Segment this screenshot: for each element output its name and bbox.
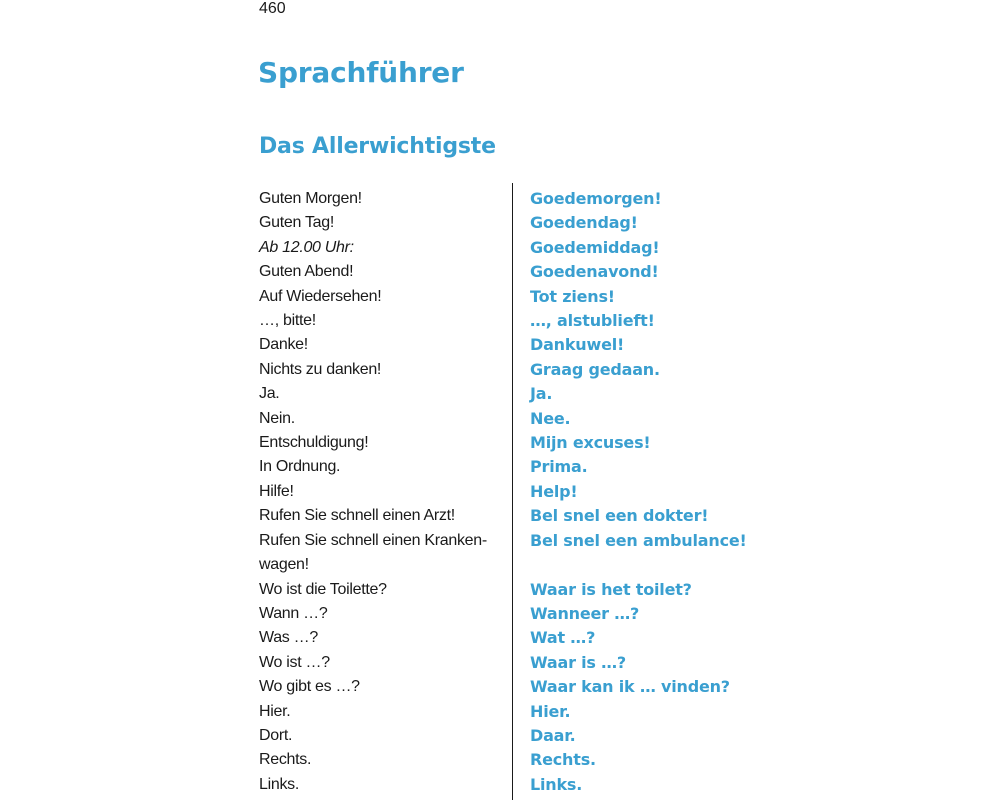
dutch-phrase: Goedenavond!	[530, 262, 659, 282]
phrase-row	[259, 211, 779, 235]
german-phrase: Rufen Sie schnell einen Kranken-	[259, 531, 487, 549]
phrase-table	[259, 187, 779, 797]
phrase-row	[259, 724, 779, 748]
phrase-row	[259, 382, 779, 406]
german-phrase: In Ordnung.	[259, 458, 341, 476]
dutch-phrase: Wanneer …?	[530, 603, 640, 623]
phrase-row	[259, 358, 779, 382]
section-title: Das Allerwichtigste	[259, 134, 496, 159]
dutch-phrase: Rechts.	[530, 750, 596, 770]
phrase-row	[259, 260, 779, 284]
dutch-phrase: Nee.	[530, 408, 571, 428]
german-phrase: Ab 12.00 Uhr:	[259, 238, 354, 256]
phrase-row	[259, 748, 779, 772]
german-phrase: Rechts.	[259, 751, 312, 769]
dutch-phrase: Waar is het toilet?	[530, 579, 692, 599]
phrase-row	[259, 602, 779, 626]
german-phrase: Guten Morgen!	[259, 190, 362, 207]
german-phrase-continuation: wagen!	[259, 556, 309, 574]
dutch-phrase: Mijn excuses!	[530, 433, 651, 453]
phrase-row	[259, 333, 779, 357]
chapter-title: Sprachführer	[258, 56, 464, 89]
phrase-row	[259, 578, 779, 602]
german-phrase: Was …?	[259, 629, 318, 647]
dutch-phrase: Daar.	[530, 725, 576, 745]
dutch-phrase: Wat …?	[530, 628, 596, 648]
german-phrase: Wann …?	[259, 604, 328, 622]
german-phrase: Guten Tag!	[259, 214, 334, 232]
phrase-row	[259, 455, 779, 479]
dutch-phrase: Waar kan ik … vinden?	[530, 677, 730, 697]
german-phrase: Entschuldigung!	[259, 434, 369, 452]
dutch-phrase: Bel snel een dokter!	[530, 506, 709, 526]
phrase-row	[259, 309, 779, 333]
phrase-row	[259, 675, 779, 699]
phrase-row	[259, 187, 779, 211]
phrase-row	[259, 626, 779, 650]
phrase-row	[259, 285, 779, 309]
phrase-row	[259, 651, 779, 675]
phrase-row	[259, 504, 779, 528]
german-phrase: Wo ist die Toilette?	[259, 580, 387, 598]
german-phrase: Ja.	[259, 385, 280, 403]
dutch-phrase: Hier.	[530, 701, 571, 721]
dutch-phrase: Dankuwel!	[530, 335, 625, 355]
german-phrase: Links.	[259, 775, 299, 793]
dutch-phrase: Waar is …?	[530, 652, 626, 672]
phrase-row	[259, 431, 779, 455]
german-phrase: Auf Wiedersehen!	[259, 287, 382, 305]
german-phrase: Guten Abend!	[259, 263, 354, 281]
phrase-row	[259, 407, 779, 431]
dutch-phrase: Graag gedaan.	[530, 359, 660, 379]
phrase-row	[259, 700, 779, 724]
dutch-phrase: Ja.	[530, 384, 553, 404]
phrase-row	[259, 529, 779, 553]
phrase-row	[259, 480, 779, 504]
phrase-row	[259, 553, 779, 577]
dutch-phrase: Goedemorgen!	[530, 189, 662, 208]
german-phrase: Hier.	[259, 702, 291, 720]
german-phrase: Danke!	[259, 336, 308, 354]
dutch-phrase: Goedendag!	[530, 213, 638, 233]
dutch-phrase: Bel snel een ambulance!	[530, 530, 747, 550]
dutch-phrase: Tot ziens!	[530, 286, 615, 306]
german-phrase: Dort.	[259, 726, 293, 744]
phrase-row	[259, 236, 779, 260]
phrase-row	[259, 773, 779, 797]
page-number: 460	[259, 0, 286, 17]
german-phrase: Nichts zu danken!	[259, 360, 382, 378]
german-phrase: Wo ist …?	[259, 653, 330, 671]
german-phrase: …, bitte!	[259, 312, 316, 330]
dutch-phrase: Links.	[530, 774, 583, 794]
dutch-phrase: Help!	[530, 481, 578, 501]
german-phrase: Wo gibt es …?	[259, 678, 360, 696]
dutch-phrase: Prima.	[530, 457, 588, 477]
dutch-phrase: …, alstublieft!	[530, 311, 655, 331]
german-phrase: Hilfe!	[259, 482, 294, 500]
german-phrase: Nein.	[259, 409, 295, 427]
german-phrase: Rufen Sie schnell einen Arzt!	[259, 507, 455, 525]
dutch-phrase: Goedemiddag!	[530, 237, 660, 257]
